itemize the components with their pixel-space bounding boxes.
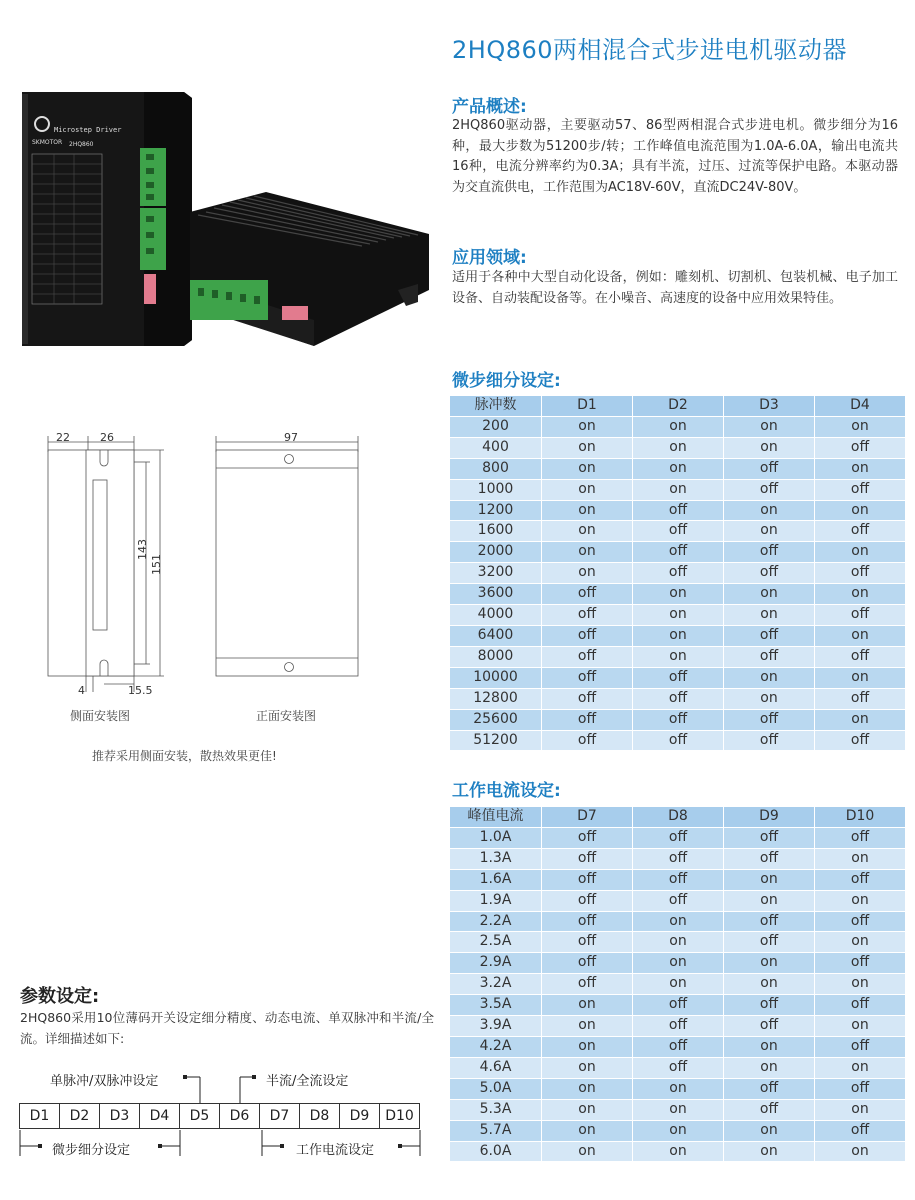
table-cell: off xyxy=(633,1057,724,1078)
dim-4: 4 xyxy=(78,684,85,697)
table-row xyxy=(450,1099,906,1120)
table-cell: off xyxy=(724,911,815,932)
table-cell: on xyxy=(724,1141,815,1162)
dip-switch-d8: D8 xyxy=(300,1104,340,1129)
table-cell: on xyxy=(633,605,724,626)
table-cell: 3.9A xyxy=(450,1016,542,1037)
table-cell: on xyxy=(815,932,906,953)
table-cell: 1.9A xyxy=(450,890,542,911)
dim-151: 151 xyxy=(150,554,163,575)
table-cell: on xyxy=(542,1141,633,1162)
dip-switch-d10: D10 xyxy=(380,1104,420,1129)
side-mount-drawing xyxy=(38,430,208,700)
table-cell: 2.5A xyxy=(450,932,542,953)
table-row xyxy=(450,995,906,1016)
brand-text: SKMOTOR xyxy=(32,139,63,146)
table-cell: 1600 xyxy=(450,521,542,542)
table-cell: on xyxy=(724,437,815,458)
dim-97: 97 xyxy=(284,431,298,444)
table-cell: 5.7A xyxy=(450,1120,542,1141)
table-cell: off xyxy=(542,932,633,953)
table-cell: on xyxy=(815,667,906,688)
table-cell: off xyxy=(542,730,633,751)
table-cell: off xyxy=(724,646,815,667)
table-cell: off xyxy=(542,827,633,848)
table-row xyxy=(450,563,906,584)
table-cell: 1.6A xyxy=(450,869,542,890)
table-cell: off xyxy=(815,953,906,974)
table-cell: on xyxy=(633,932,724,953)
table-cell: on xyxy=(542,542,633,563)
table-cell: off xyxy=(724,730,815,751)
table-row xyxy=(450,605,906,626)
table-cell: on xyxy=(815,1016,906,1037)
dip-switch-d5: D5 xyxy=(180,1104,220,1129)
table-cell: off xyxy=(633,688,724,709)
table-cell: off xyxy=(542,605,633,626)
table-header-row xyxy=(450,396,906,417)
table-cell: on xyxy=(815,500,906,521)
table-cell: 5.3A xyxy=(450,1099,542,1120)
table-cell: 10000 xyxy=(450,667,542,688)
label-line2: 2HQ860 xyxy=(69,141,94,148)
table-cell: 6400 xyxy=(450,625,542,646)
table-cell: off xyxy=(542,584,633,605)
table-row xyxy=(450,437,906,458)
table-cell: off xyxy=(724,932,815,953)
table-row xyxy=(450,500,906,521)
dip-switch-d7: D7 xyxy=(260,1104,300,1129)
table-row xyxy=(450,1016,906,1037)
table-row xyxy=(450,827,906,848)
table-cell: off xyxy=(724,995,815,1016)
table-cell: 1.3A xyxy=(450,848,542,869)
table-cell: off xyxy=(633,995,724,1016)
table-cell: 200 xyxy=(450,416,542,437)
table-cell: off xyxy=(724,1099,815,1120)
table-cell: on xyxy=(724,521,815,542)
table-cell: on xyxy=(815,848,906,869)
table-cell: off xyxy=(815,605,906,626)
table-cell: 800 xyxy=(450,458,542,479)
table-cell: off xyxy=(815,730,906,751)
label-line1: Microstep Driver xyxy=(54,126,122,134)
table-row xyxy=(450,625,906,646)
dim-15-5: 15.5 xyxy=(128,684,153,697)
table-cell: on xyxy=(724,416,815,437)
table-cell: on xyxy=(633,974,724,995)
table-row xyxy=(450,1057,906,1078)
application-text: 适用于各种中大型自动化设备，例如：雕刻机、切割机、包装机械、电子加工设备、自动装配设备等。在小噪音、高速度的设备中应用效果特佳。 xyxy=(452,270,898,306)
table-cell: on xyxy=(542,563,633,584)
table-header-cell: 脉冲数 xyxy=(450,396,542,417)
dip-switch-d2: D2 xyxy=(60,1104,100,1129)
table-cell: off xyxy=(633,1036,724,1057)
table-cell: off xyxy=(542,869,633,890)
table-header-cell: D1 xyxy=(542,396,633,417)
table-cell: off xyxy=(542,974,633,995)
table-cell: on xyxy=(542,995,633,1016)
table-cell: off xyxy=(724,479,815,500)
table-cell: 3600 xyxy=(450,584,542,605)
table-cell: off xyxy=(815,869,906,890)
table-row xyxy=(450,1120,906,1141)
current-heading: 工作电流设定: xyxy=(452,781,561,801)
table-cell: on xyxy=(724,605,815,626)
dip-switch-d6: D6 xyxy=(220,1104,260,1129)
table-row xyxy=(450,1036,906,1057)
table-cell: on xyxy=(724,500,815,521)
table-cell: off xyxy=(815,479,906,500)
table-row xyxy=(450,709,906,730)
table-row xyxy=(450,730,906,751)
page-title: 2HQ860两相混合式步进电机驱动器 xyxy=(452,36,848,64)
table-header-cell: D10 xyxy=(815,807,906,828)
params-heading: 参数设定: xyxy=(20,986,100,1007)
table-cell: 5.0A xyxy=(450,1078,542,1099)
dip-switch-d1: D1 xyxy=(20,1104,60,1129)
table-cell: on xyxy=(724,584,815,605)
table-cell: on xyxy=(633,416,724,437)
table-cell: off xyxy=(633,869,724,890)
table-cell: 2.2A xyxy=(450,911,542,932)
table-cell: off xyxy=(542,709,633,730)
product-photo xyxy=(14,84,434,354)
table-cell: on xyxy=(542,1036,633,1057)
table-cell: on xyxy=(815,458,906,479)
table-cell: on xyxy=(542,458,633,479)
table-cell: off xyxy=(724,625,815,646)
dim-143: 143 xyxy=(136,539,149,560)
table-cell: off xyxy=(815,827,906,848)
table-header-cell: D7 xyxy=(542,807,633,828)
dip-switch-d4: D4 xyxy=(140,1104,180,1129)
table-cell: 25600 xyxy=(450,709,542,730)
table-cell: off xyxy=(815,911,906,932)
table-cell: on xyxy=(633,1141,724,1162)
table-cell: on xyxy=(633,1099,724,1120)
table-cell: on xyxy=(633,458,724,479)
table-row xyxy=(450,869,906,890)
table-row xyxy=(450,646,906,667)
table-cell: 6.0A xyxy=(450,1141,542,1162)
front-mount-drawing xyxy=(210,430,380,690)
table-cell: on xyxy=(815,709,906,730)
table-cell: on xyxy=(815,584,906,605)
front-caption: 正面安装图 xyxy=(256,709,317,723)
dip-switch-row xyxy=(19,1103,420,1129)
dim-26: 26 xyxy=(100,431,114,444)
table-cell: off xyxy=(633,848,724,869)
table-cell: on xyxy=(815,890,906,911)
table-cell: on xyxy=(542,1057,633,1078)
table-cell: 8000 xyxy=(450,646,542,667)
mount-note: 推荐采用侧面安装，散热效果更佳! xyxy=(92,749,277,763)
table-cell: on xyxy=(633,479,724,500)
table-cell: 4.6A xyxy=(450,1057,542,1078)
overview-heading: 产品概述: xyxy=(452,97,527,117)
table-cell: off xyxy=(815,688,906,709)
table-cell: on xyxy=(815,974,906,995)
label-current: 工作电流设定 xyxy=(296,1143,375,1158)
table-cell: 2.9A xyxy=(450,953,542,974)
table-cell: off xyxy=(724,1016,815,1037)
table-cell: on xyxy=(815,542,906,563)
table-cell: on xyxy=(815,1141,906,1162)
table-cell: on xyxy=(542,416,633,437)
label-micro: 微步细分设定 xyxy=(52,1143,131,1158)
table-cell: 1200 xyxy=(450,500,542,521)
table-cell: on xyxy=(633,646,724,667)
dip-switch-d9: D9 xyxy=(340,1104,380,1129)
table-cell: on xyxy=(724,1057,815,1078)
table-cell: off xyxy=(724,848,815,869)
current-table xyxy=(449,806,906,1162)
table-cell: on xyxy=(815,416,906,437)
table-row xyxy=(450,458,906,479)
table-cell: 1000 xyxy=(450,479,542,500)
table-cell: off xyxy=(724,542,815,563)
table-cell: off xyxy=(815,1120,906,1141)
table-cell: off xyxy=(633,667,724,688)
table-cell: off xyxy=(815,437,906,458)
table-cell: 4000 xyxy=(450,605,542,626)
table-cell: on xyxy=(815,1057,906,1078)
table-row xyxy=(450,974,906,995)
table-row xyxy=(450,584,906,605)
table-cell: off xyxy=(633,730,724,751)
table-cell: on xyxy=(815,625,906,646)
table-header-cell: D2 xyxy=(633,396,724,417)
table-cell: off xyxy=(633,709,724,730)
table-cell: off xyxy=(815,995,906,1016)
table-cell: 12800 xyxy=(450,688,542,709)
table-cell: on xyxy=(542,437,633,458)
table-cell: on xyxy=(542,1078,633,1099)
table-cell: on xyxy=(542,521,633,542)
table-row xyxy=(450,688,906,709)
table-cell: off xyxy=(724,827,815,848)
table-cell: 400 xyxy=(450,437,542,458)
table-cell: on xyxy=(724,1120,815,1141)
table-header-cell: D3 xyxy=(724,396,815,417)
table-cell: on xyxy=(724,953,815,974)
table-row xyxy=(450,1141,906,1162)
table-cell: off xyxy=(542,667,633,688)
table-row xyxy=(450,667,906,688)
table-row xyxy=(450,1078,906,1099)
label-half: 半流/全流设定 xyxy=(266,1074,349,1089)
table-row xyxy=(450,932,906,953)
table-cell: off xyxy=(815,1036,906,1057)
table-cell: 3.5A xyxy=(450,995,542,1016)
table-row xyxy=(450,890,906,911)
table-cell: on xyxy=(633,584,724,605)
table-cell: off xyxy=(633,890,724,911)
table-cell: on xyxy=(724,890,815,911)
table-row xyxy=(450,911,906,932)
table-cell: on xyxy=(542,1120,633,1141)
table-row xyxy=(450,479,906,500)
table-cell: off xyxy=(633,1016,724,1037)
table-cell: off xyxy=(633,500,724,521)
table-cell: on xyxy=(724,1036,815,1057)
table-cell: on xyxy=(542,500,633,521)
table-cell: on xyxy=(542,1099,633,1120)
table-cell: 1.0A xyxy=(450,827,542,848)
table-cell: off xyxy=(542,646,633,667)
table-cell: off xyxy=(724,563,815,584)
table-row xyxy=(450,542,906,563)
table-cell: off xyxy=(542,848,633,869)
table-cell: on xyxy=(633,1078,724,1099)
table-header-cell: D9 xyxy=(724,807,815,828)
dip-switch-d3: D3 xyxy=(100,1104,140,1129)
table-cell: off xyxy=(633,521,724,542)
table-header-cell: D8 xyxy=(633,807,724,828)
table-header-row xyxy=(450,807,906,828)
table-cell: on xyxy=(724,667,815,688)
table-cell: on xyxy=(633,953,724,974)
table-cell: on xyxy=(542,1016,633,1037)
table-cell: off xyxy=(815,563,906,584)
table-cell: on xyxy=(724,688,815,709)
table-row xyxy=(450,848,906,869)
table-cell: on xyxy=(815,1099,906,1120)
table-cell: off xyxy=(633,563,724,584)
table-cell: off xyxy=(815,1078,906,1099)
table-cell: off xyxy=(542,953,633,974)
table-cell: off xyxy=(542,890,633,911)
table-cell: off xyxy=(633,542,724,563)
table-cell: off xyxy=(633,827,724,848)
table-cell: off xyxy=(724,1078,815,1099)
table-cell: on xyxy=(633,625,724,646)
table-cell: on xyxy=(633,1120,724,1141)
table-cell: off xyxy=(815,646,906,667)
table-cell: on xyxy=(633,911,724,932)
dim-22: 22 xyxy=(56,431,70,444)
table-cell: off xyxy=(724,709,815,730)
params-text: 2HQ860采用10位薄码开关设定细分精度、动态电流、单双脉冲和半流/全流。详细描述如下: xyxy=(20,1010,434,1046)
microstep-table xyxy=(449,395,906,751)
table-cell: on xyxy=(724,974,815,995)
table-header-cell: 峰值电流 xyxy=(450,807,542,828)
table-cell: on xyxy=(633,437,724,458)
application-heading: 应用领域: xyxy=(452,248,527,268)
table-cell: 51200 xyxy=(450,730,542,751)
table-header-cell: D4 xyxy=(815,396,906,417)
table-cell: on xyxy=(724,869,815,890)
table-cell: off xyxy=(815,521,906,542)
table-cell: off xyxy=(542,911,633,932)
table-cell: off xyxy=(542,625,633,646)
table-cell: 3.2A xyxy=(450,974,542,995)
table-cell: 4.2A xyxy=(450,1036,542,1057)
microstep-heading: 微步细分设定: xyxy=(452,371,561,391)
table-cell: off xyxy=(542,688,633,709)
table-cell: 2000 xyxy=(450,542,542,563)
table-cell: on xyxy=(542,479,633,500)
label-pulse: 单脉冲/双脉冲设定 xyxy=(50,1074,159,1089)
overview-text: 2HQ860驱动器，主要驱动57、86型两相混合式步进电机。微步细分为16种，最大步数为51200步/转；工作峰值电流范围为1.0A-6.0A，输出电流共16种，电流分辨率约为0.3A；具有半流，过压、过流等保护电路。本驱动器为交直流供电，工作范围为AC18V-60V，直流DC24V-80V。 xyxy=(452,118,898,195)
table-row xyxy=(450,521,906,542)
side-caption: 侧面安装图 xyxy=(70,709,131,723)
table-cell: 3200 xyxy=(450,563,542,584)
table-row xyxy=(450,416,906,437)
table-row xyxy=(450,953,906,974)
table-cell: off xyxy=(724,458,815,479)
